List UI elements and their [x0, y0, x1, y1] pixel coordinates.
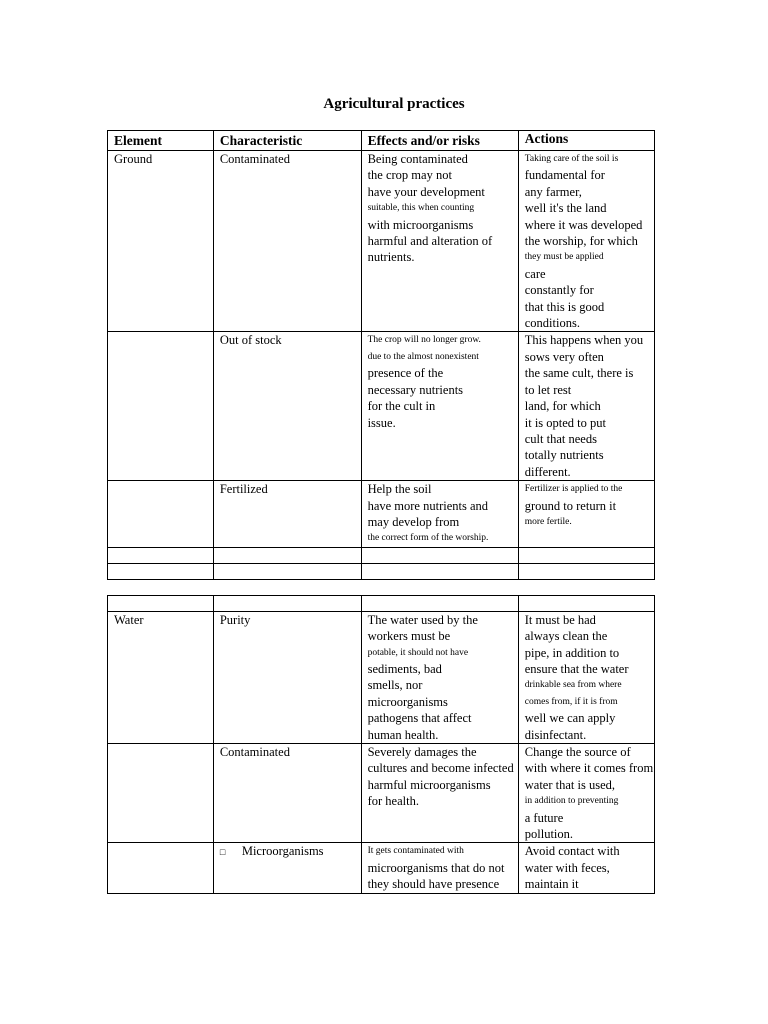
cell-element: Ground [108, 151, 214, 332]
blank-row [108, 547, 655, 563]
blank-cell [361, 547, 518, 563]
effect-line: necessary nutrients [367, 382, 464, 397]
effect-line: harmful microorganisms [367, 777, 491, 792]
blank-cell [518, 547, 654, 563]
action-line: ensure that the water [524, 661, 629, 676]
action-line: ground to return it [524, 498, 617, 513]
bullet-icon: □ [219, 847, 226, 858]
effect-line: It gets contaminated with [367, 846, 464, 857]
effect-line: issue. [367, 415, 396, 430]
cell-element [108, 744, 214, 843]
effect-line: have more nutrients and [367, 498, 489, 513]
effect-line: microorganisms [367, 694, 448, 709]
action-line: where it was developed [524, 217, 643, 232]
action-line: Taking care of the soil is [524, 154, 619, 164]
effect-line: harmful and alteration of [367, 234, 493, 249]
cell-effects [361, 843, 518, 893]
blank-row [108, 563, 655, 579]
cell-characteristic [213, 843, 361, 893]
cell-actions [518, 481, 654, 548]
effect-line: human health. [367, 727, 439, 742]
header-actions: Actions [518, 131, 654, 151]
cell-element [108, 843, 214, 893]
action-line: totally nutrients [524, 448, 604, 463]
action-line: conditions. [524, 316, 580, 331]
table-row [108, 611, 655, 743]
effect-line: smells, nor [367, 678, 423, 693]
effect-line: the correct form of the worship. [367, 533, 489, 544]
action-line: pollution. [524, 827, 574, 842]
cell-effects [361, 151, 518, 332]
table-row [108, 481, 655, 548]
blank-cell [213, 563, 361, 579]
table-row [108, 843, 655, 893]
action-line: comes from, if it is from [524, 696, 618, 707]
effect-line: potable, it should not have [367, 647, 469, 658]
action-line: well we can apply [524, 711, 616, 726]
effect-line: cultures and become infected [367, 761, 514, 776]
effect-line: due to the almost nonexistent [367, 351, 479, 362]
cell-characteristic: Purity [213, 611, 361, 743]
blank-cell [518, 563, 654, 579]
action-line: different. [524, 464, 571, 479]
effect-line: they should have presence [367, 877, 500, 892]
table-header-row [108, 131, 655, 151]
cell-effects [361, 481, 518, 548]
action-line: the worship, for which [524, 234, 638, 249]
cell-characteristic: Fertilized [213, 481, 361, 548]
action-line: disinfectant. [524, 727, 587, 742]
action-line: in addition to preventing [524, 796, 619, 807]
table-row [108, 744, 655, 843]
cell-element: Water [108, 611, 214, 743]
cell-characteristic: Contaminated [213, 744, 361, 843]
action-line: care [524, 266, 546, 281]
action-line: water with feces, [524, 860, 610, 875]
table-row [108, 332, 655, 481]
blank-cell [213, 595, 361, 611]
effect-line: the crop may not [367, 168, 452, 183]
cell-effects [361, 744, 518, 843]
action-line: constantly for [524, 283, 594, 298]
header-characteristic: Characteristic [213, 131, 361, 151]
action-line: land, for which [524, 399, 601, 414]
cell-actions [518, 744, 654, 843]
cell-characteristic: Contaminated [213, 151, 361, 332]
action-line: Change the source of [524, 745, 631, 759]
blank-cell [361, 595, 518, 611]
effect-line: presence of the [367, 366, 444, 381]
blank-row [108, 579, 655, 595]
blank-cell [108, 579, 214, 595]
action-line: pipe, in addition to [524, 645, 620, 660]
effect-line: pathogens that affect [367, 711, 472, 726]
effect-line: microorganisms that do not [367, 860, 505, 875]
action-line: it is opted to put [524, 415, 606, 430]
blank-cell [518, 579, 654, 595]
effect-line: Help the soil [367, 482, 432, 497]
cell-actions [518, 151, 654, 332]
cell-actions [518, 843, 654, 893]
action-line: always clean the [524, 629, 608, 644]
effect-line: for health. [367, 794, 419, 809]
action-line: sows very often [524, 349, 604, 364]
blank-cell [213, 579, 361, 595]
effect-line: The crop will no longer grow. [367, 335, 481, 346]
header-effects: Effects and/or risks [361, 131, 518, 151]
action-line: the same cult, there is [524, 366, 634, 381]
action-line: maintain it [524, 877, 579, 892]
blank-cell [108, 547, 214, 563]
action-line: that this is good [524, 299, 605, 314]
cell-actions [518, 332, 654, 481]
action-line: This happens when you [524, 333, 644, 348]
cell-effects [361, 332, 518, 481]
page-title: Agricultural practices [323, 96, 465, 112]
cell-element [108, 481, 214, 548]
action-line: fundamental for [524, 168, 605, 183]
effect-line: suitable, this when counting [367, 203, 475, 214]
cell-element [108, 332, 214, 481]
action-line: drinkable sea from where [524, 680, 622, 691]
blank-cell [213, 547, 361, 563]
effect-line: with microorganisms [367, 217, 474, 232]
action-line: a future [524, 810, 564, 825]
effect-line: Being contaminated [367, 152, 468, 166]
action-line: to let rest [524, 382, 572, 397]
action-line: water that is used, [524, 777, 616, 792]
action-line: more fertile. [524, 516, 572, 527]
blank-cell [518, 595, 654, 611]
characteristic-label: Microorganisms [241, 844, 324, 859]
header-element: Element [108, 131, 214, 151]
action-line: any farmer, [524, 184, 582, 199]
action-line: Avoid contact with [524, 844, 620, 859]
action-line: with where it comes from [524, 761, 654, 776]
effect-line: workers must be [367, 629, 451, 644]
blank-cell [108, 595, 214, 611]
action-line: they must be applied [524, 252, 604, 263]
blank-cell [361, 579, 518, 595]
blank-cell [108, 563, 214, 579]
action-line: Fertilizer is applied to the [524, 484, 623, 495]
effect-line: nutrients. [367, 250, 415, 265]
effect-line: have your development [367, 184, 485, 199]
cell-effects [361, 611, 518, 743]
action-line: well it's the land [524, 201, 607, 216]
blank-cell [361, 563, 518, 579]
blank-row [108, 595, 655, 611]
cell-characteristic: Out of stock [213, 332, 361, 481]
effect-line: sediments, bad [367, 661, 442, 676]
action-line: It must be had [524, 612, 596, 627]
cell-actions [518, 611, 654, 743]
table-row [108, 151, 655, 332]
effect-line: The water used by the [367, 612, 478, 627]
practices-table [107, 130, 655, 894]
effect-line: for the cult in [367, 399, 436, 414]
effect-line: Severely damages the [367, 745, 477, 759]
action-line: cult that needs [524, 431, 597, 446]
effect-line: may develop from [367, 514, 460, 529]
